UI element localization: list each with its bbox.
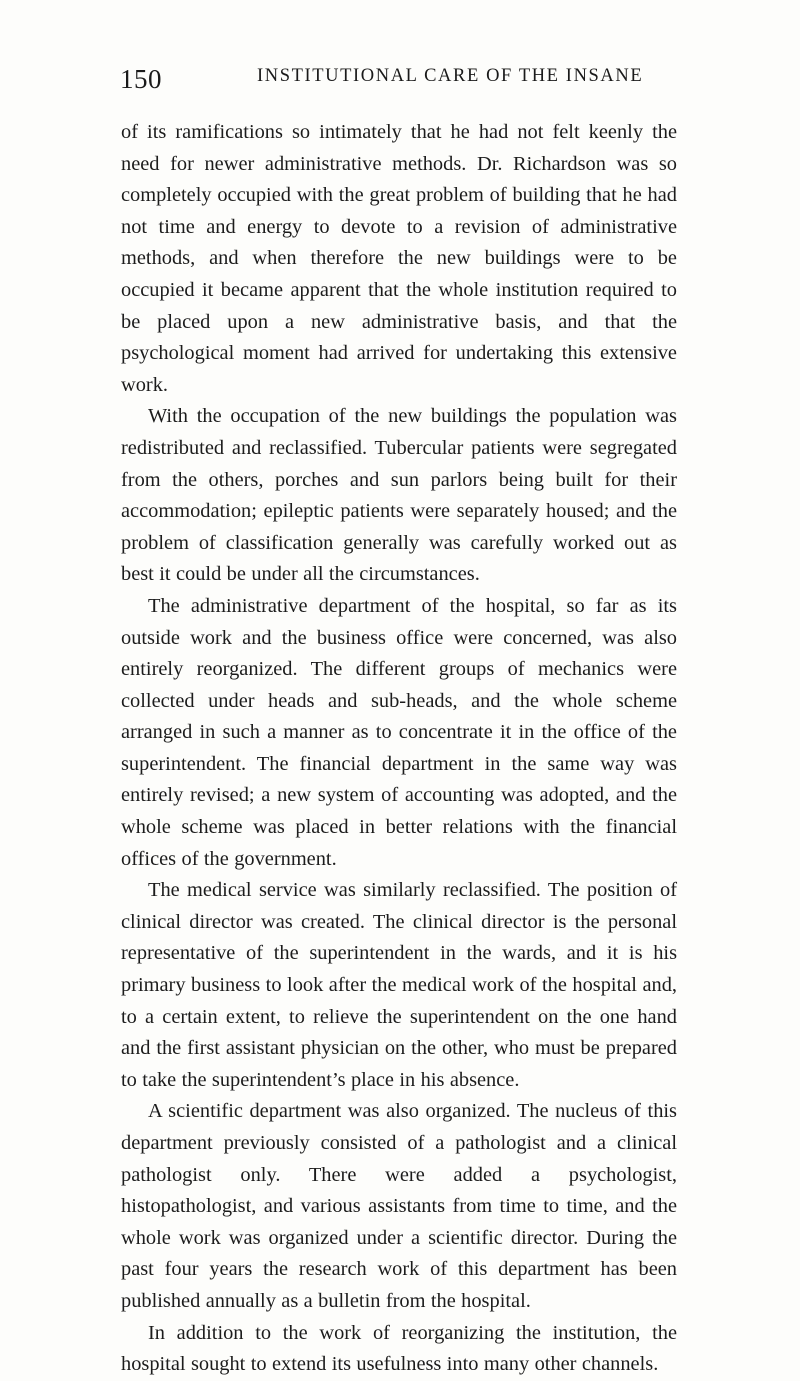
paragraph: The medical service was similarly reclassified. The position of clinical director was created. The clinical director is the personal representative of the superintendent in the wards, and it is his primary business to look after the medical work of the hospital and, to a certain extent, to relieve the superintendent on the one hand and the first assistant physician on the other, who must be prepared to take the superintendent’s place in his absence. bbox=[121, 879, 677, 1091]
paragraph: The administrative department of the hospital, so far as its outside work and the business office were concerned, was also entirely reorganized. The different groups of mechanics were collected under heads and sub-heads, and the whole scheme arranged in such a manner as to concentrate it in the office of the superintendent. The financial department in the same way was entirely revised; a new system of accounting was adopted, and the whole scheme was placed in better relations with the financial offices of the government. bbox=[121, 594, 677, 870]
paragraph: With the occupation of the new buildings the population was redistributed and reclassified. Tubercular patients were segregated from the others, porches and sun parlors being built for their accommodation; epileptic patients were separately housed; and the problem of classification generally was carefully worked out as best it could be under all the circumstances. bbox=[121, 405, 677, 586]
paragraph: A scientific department was also organized. The nucleus of this department previously consisted of a pathologist and a clinical pathologist only. There were added a psychologist, histopathologist, and various assistants from time to time, and the whole work was organized under a scientific director. During the past four years the research work of this department has been published annually as a bulletin from the hospital. bbox=[121, 1100, 677, 1312]
body-text bbox=[121, 117, 677, 1381]
paragraph: of its ramifications so intimately that he had not felt keenly the need for newer administrative methods. Dr. Richardson was so completely occupied with the great problem of building that he had not time and energy to devote to a revision of administrative methods, and when therefore the new buildings were to be occupied it became apparent that the whole institution required to be placed upon a new administrative basis, and that the psychological moment had arrived for undertaking this extensive work. bbox=[121, 121, 677, 396]
paragraph: In addition to the work of reorganizing the institution, the hospital sought to extend its usefulness into many other channels. bbox=[121, 1321, 677, 1376]
running-head bbox=[120, 62, 720, 102]
running-title: INSTITUTIONAL CARE OF THE INSANE bbox=[257, 66, 644, 86]
page-number: 150 bbox=[120, 64, 162, 94]
